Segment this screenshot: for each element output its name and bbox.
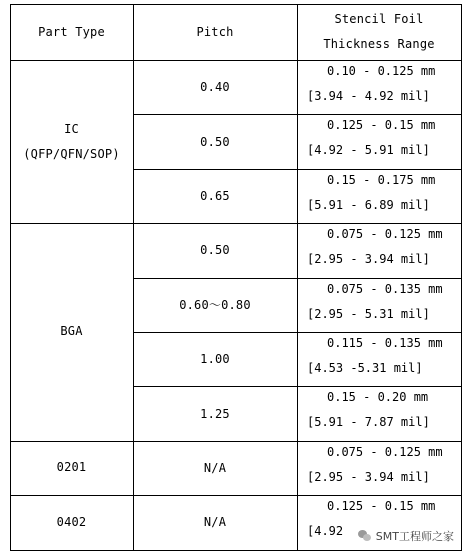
- range-mm: 0.115 - 0.135 mm: [327, 336, 443, 350]
- pitch-cell: 1.00: [200, 352, 230, 367]
- watermark-text: SMT工程师之家: [375, 530, 454, 543]
- range-mil: [3.94 - 4.92 mil]: [307, 89, 430, 103]
- range-mil: [2.95 - 3.94 mil]: [307, 252, 430, 267]
- header-thickness-line1: Stencil Foil: [334, 12, 424, 26]
- range-mm: 0.075 - 0.135 mm: [327, 281, 443, 296]
- table-border-top: [10, 4, 462, 5]
- pitch-cell: 0.50: [200, 243, 230, 258]
- range-mil: [4.53 -5.31 mil]: [307, 361, 423, 375]
- range-mil: [4.92: [307, 524, 344, 539]
- header-part-type: Part Type: [38, 25, 105, 39]
- part-type-cell: [10, 441, 133, 495]
- part-type-label: 0402: [56, 514, 87, 529]
- table-border-right: [461, 4, 462, 551]
- range-mil: [5.91 - 6.89 mil]: [307, 197, 430, 212]
- pitch-cell: N/A: [203, 460, 227, 475]
- pitch-cell: 0.65: [200, 188, 230, 203]
- part-type-cell: [10, 60, 133, 223]
- range-mm: 0.075 - 0.125 mm: [327, 444, 443, 459]
- part-type-label: IC: [64, 121, 79, 136]
- table-border-left: [10, 4, 11, 551]
- header-thickness-range: [297, 4, 461, 60]
- part-type-cell: [10, 495, 133, 549]
- part-type-label: BGA: [60, 324, 83, 339]
- range-mil: [2.95 - 3.94 mil]: [307, 469, 430, 484]
- range-mil: [5.91 - 7.87 mil]: [307, 415, 430, 430]
- column-rule: [133, 4, 134, 551]
- pitch-cell: 0.40: [200, 80, 230, 95]
- pitch-cell: 0.60～0.80: [179, 298, 251, 313]
- range-mm: 0.15 - 0.175 mm: [327, 172, 436, 187]
- range-mil: [4.92 - 5.91 mil]: [307, 143, 430, 158]
- range-mm: 0.10 - 0.125 mm: [327, 64, 436, 78]
- range-mm: 0.125 - 0.15 mm: [327, 118, 436, 133]
- column-rule: [297, 4, 298, 551]
- range-mm: 0.15 - 0.20 mm: [327, 390, 429, 405]
- pitch-cell: 1.25: [200, 406, 230, 421]
- pitch-cell: 0.50: [200, 134, 230, 149]
- header-pitch: Pitch: [196, 25, 234, 39]
- header-thickness-line2: Thickness Range: [323, 37, 435, 51]
- range-mm: 0.075 - 0.125 mm: [327, 227, 443, 242]
- part-type-label: 0201: [56, 460, 87, 475]
- part-type-cell: [10, 223, 133, 441]
- watermark: [358, 528, 454, 544]
- part-type-label: (QFP/QFN/SOP): [23, 146, 120, 161]
- wechat-icon: [358, 530, 372, 542]
- pitch-cell: N/A: [203, 515, 227, 530]
- range-mil: [2.95 - 5.31 mil]: [307, 306, 430, 321]
- range-mm: 0.125 - 0.15 mm: [327, 499, 436, 514]
